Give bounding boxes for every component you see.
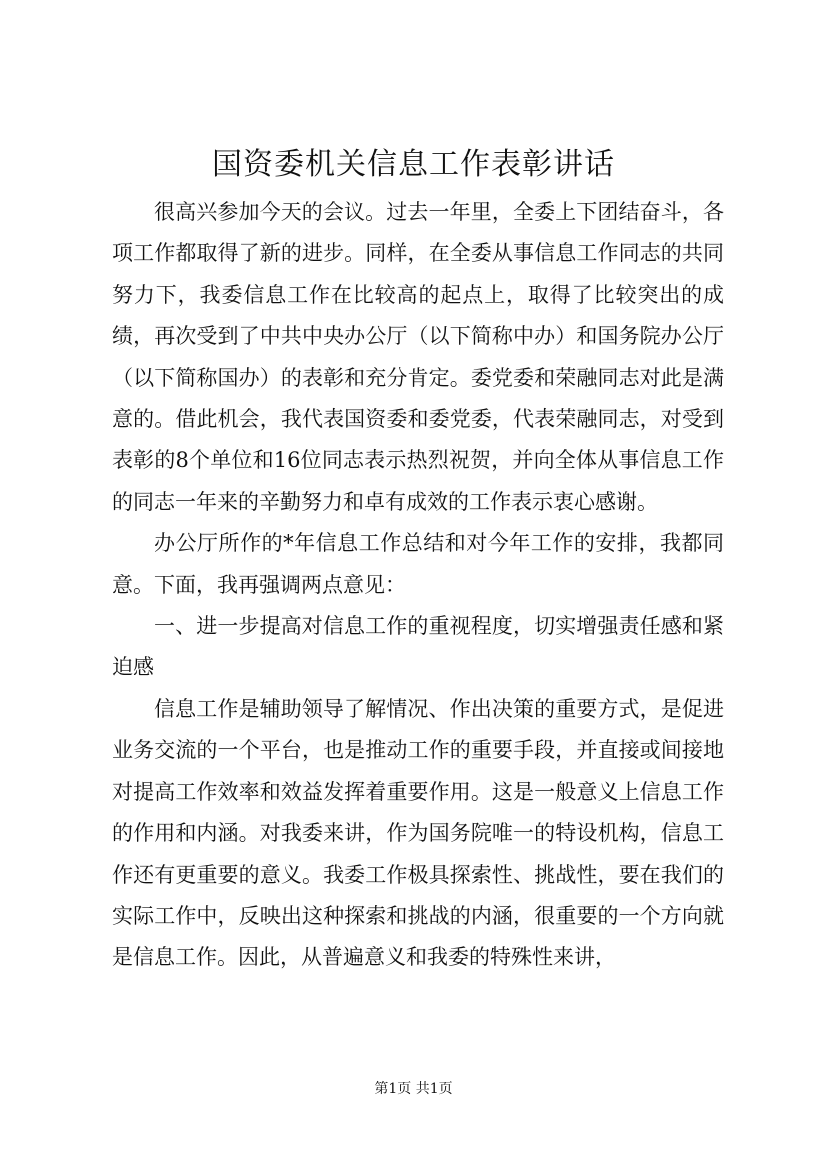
paragraph-agreement: 办公厅所作的*年信息工作总结和对今年工作的安排，我都同意。下面，我再强调两点意见： — [112, 531, 724, 597]
paragraph-opening: 很高兴参加今天的会议。过去一年里，全委上下团结奋斗，各项工作都取得了新的进步。同样，在全委从事信息工作同志的共同努力下，我委信息工作在比较高的起点上，取得了比较突出的成绩，再次受到了中共中央办公厅（以下简称中办）和国务院办公厅（以下简称国办）的表彰和充分肯定。委党委和荣融同志对此是满意的。借此机会，我代表国资委和委党委，代表荣融同志，对受到表彰的8个单位和16位同志表示热烈祝贺，并向全体从事信息工作的同志一年来的辛勤努力和卓有成效的工作表示衷心感谢。 — [112, 200, 724, 514]
paragraph-info-work: 信息工作是辅助领导了解情况、作出决策的重要方式，是促进业务交流的一个平台，也是推动工作的重要手段，并直接或间接地对提高工作效率和效益发挥着重要作用。这是一般意义上信息工作的作用和内涵。对我委来讲，作为国务院唯一的特设机构，信息工作还有更重要的意义。我委工作极具探索性、挑战性，要在我们的实际工作中，反映出这种探索和挑战的内涵，很重要的一个方向就是信息工作。因此，从普遍意义和我委的特殊性来讲， — [112, 696, 724, 970]
document-body — [112, 192, 724, 979]
section-heading-1: 一、进一步提高对信息工作的重视程度，切实增强责任感和紧迫感 — [112, 614, 724, 680]
page-number-footer: 第1页 共1页 — [374, 1081, 453, 1097]
document-title: 国资委机关信息工作表彰讲话 — [212, 147, 615, 182]
